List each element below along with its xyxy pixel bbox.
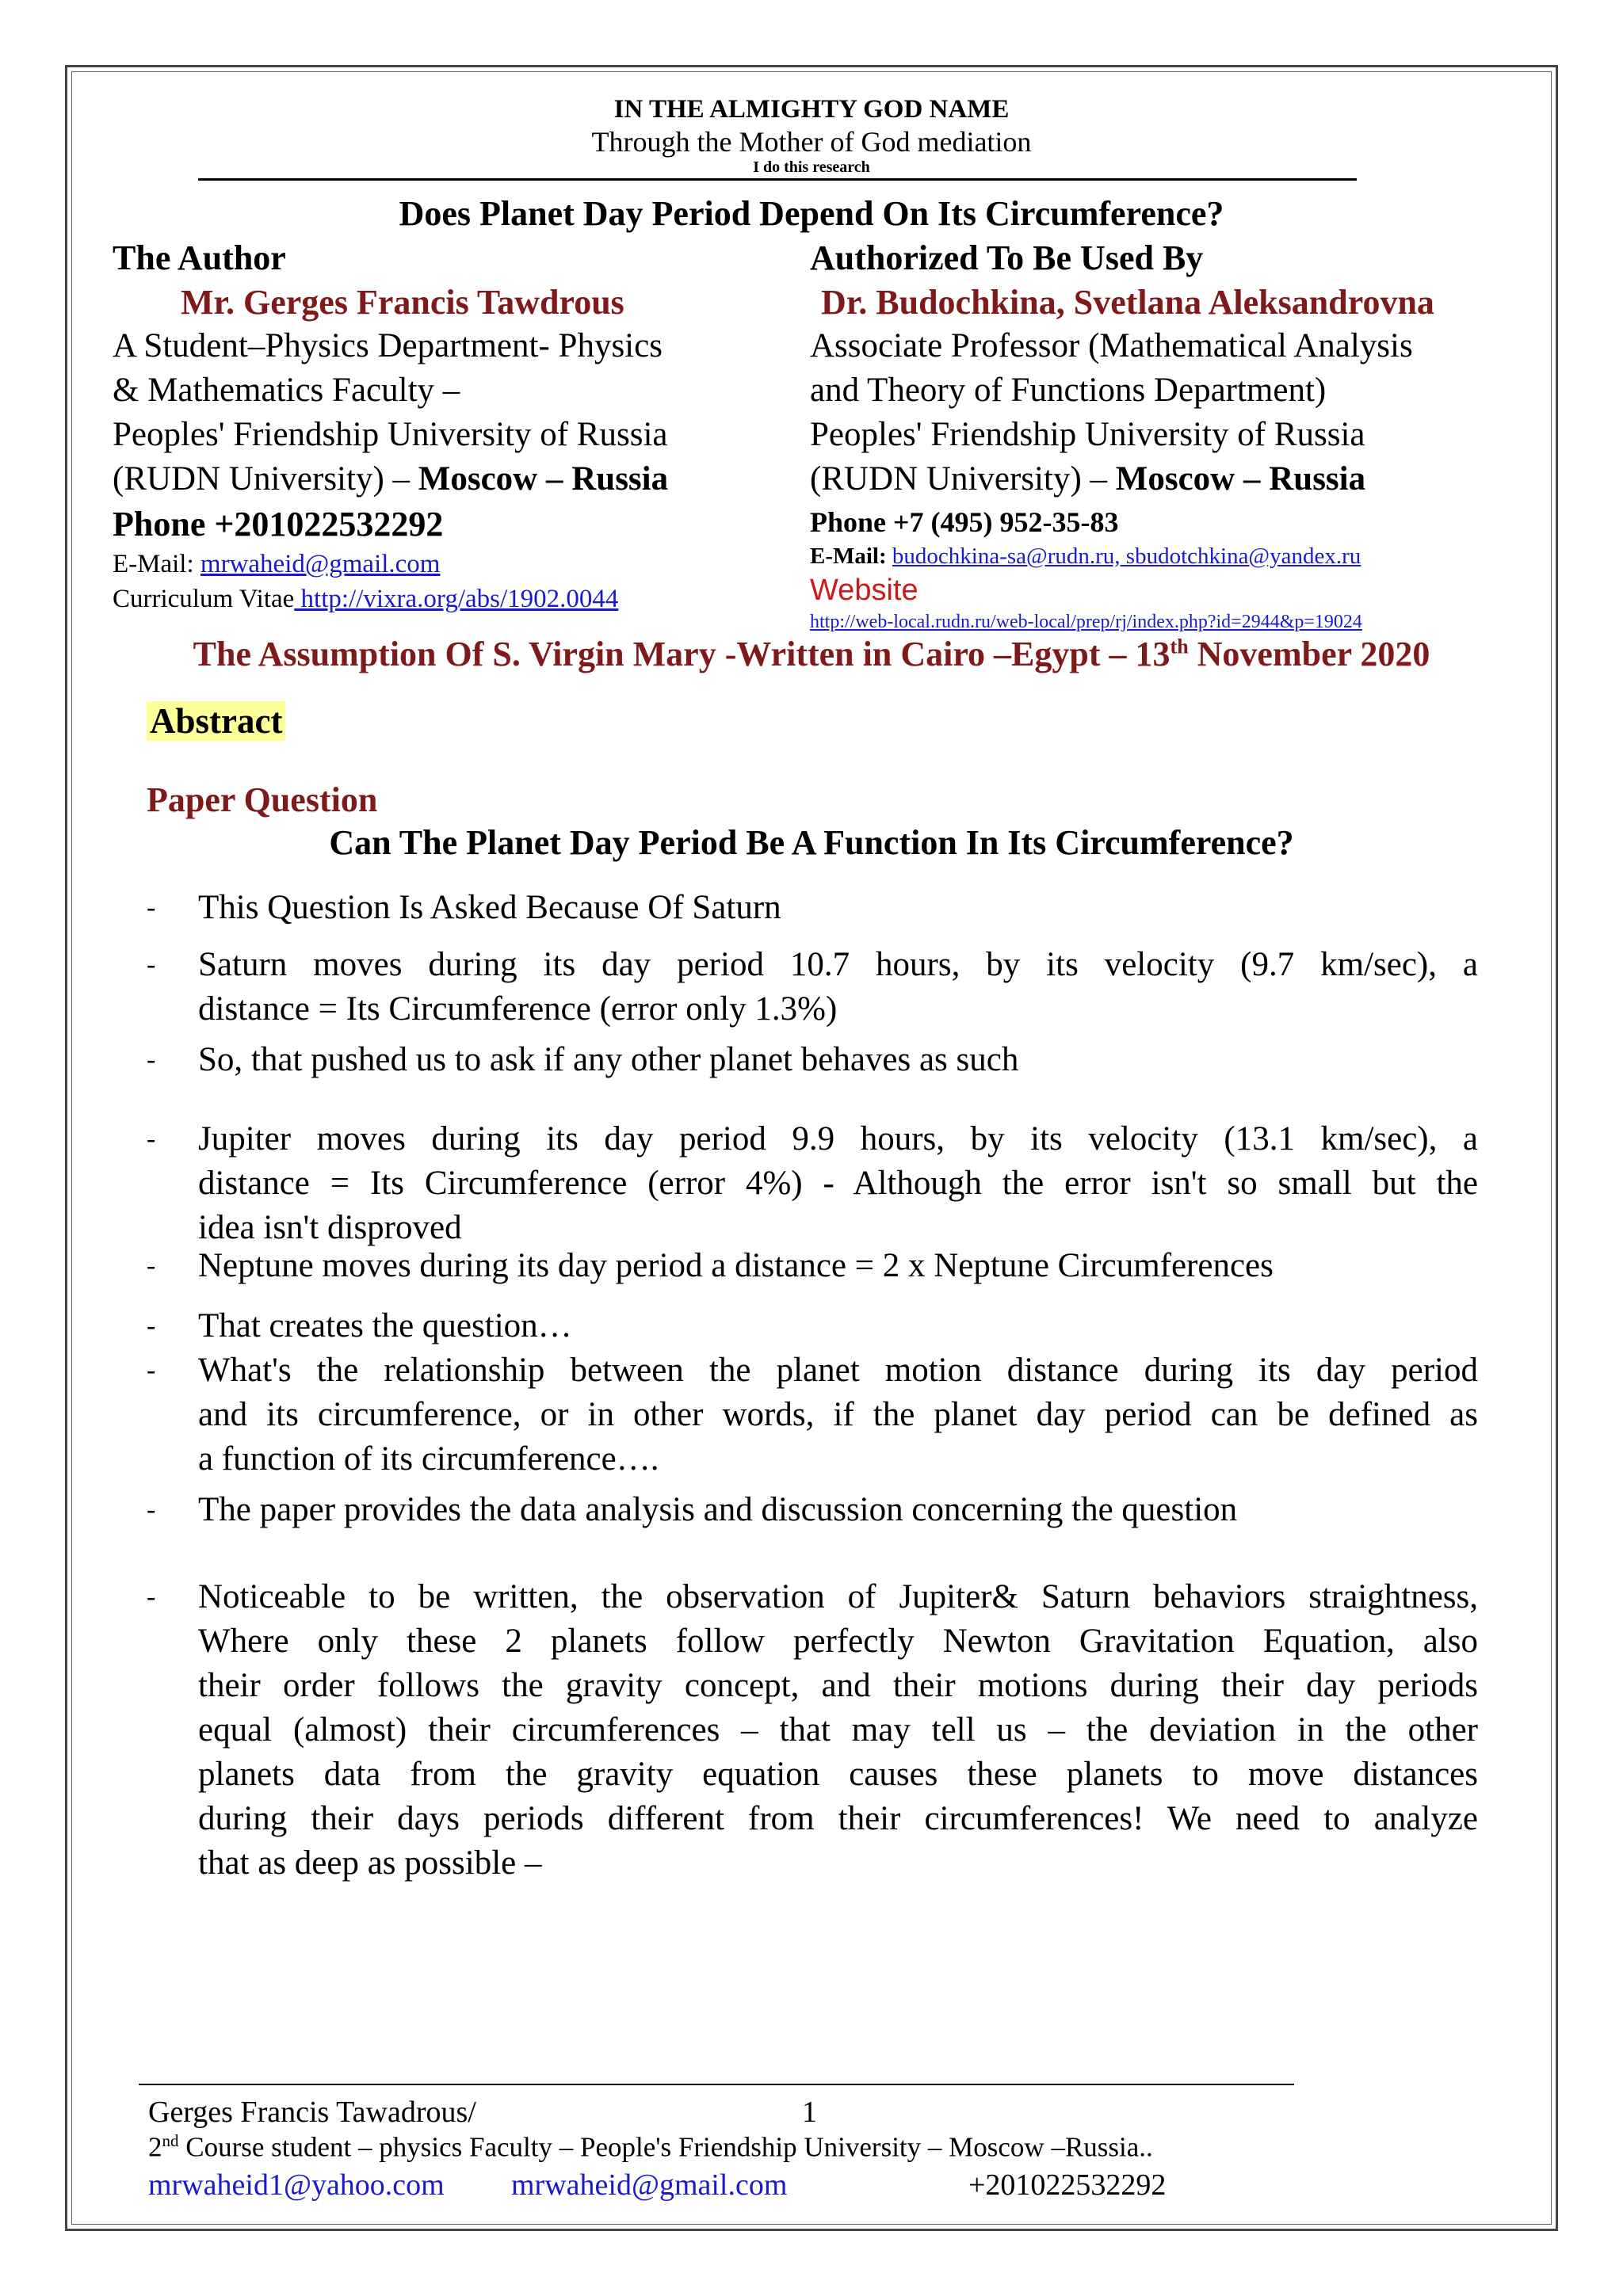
bullet-line: Jupiter moves during its day period 9.9 hours, by its velocity (13.1 km/sec), a bbox=[198, 1120, 1478, 1158]
footer-page-number: 1 bbox=[802, 2096, 817, 2129]
bullet-line: Saturn moves during its day period 10.7 hours, by its velocity (9.7 km/sec), a bbox=[198, 946, 1478, 983]
bullet-dash: - bbox=[147, 1495, 156, 1524]
authorized-website-label: Website bbox=[810, 574, 918, 607]
authorized-affiliation-2: and Theory of Functions Department) bbox=[810, 372, 1327, 409]
authorized-affiliation-1: Associate Professor (Mathematical Analysis bbox=[810, 327, 1413, 364]
bullet-line: that as deep as possible – bbox=[198, 1844, 542, 1882]
author-heading: The Author bbox=[113, 238, 286, 277]
bullet-text bbox=[198, 1575, 1478, 1886]
authorized-name: Dr. Budochkina, Svetlana Aleksandrovna bbox=[821, 283, 1434, 322]
bullet-text bbox=[198, 1038, 1478, 1082]
paper-title: Does Planet Day Period Depend On Its Circumference? bbox=[399, 194, 1224, 233]
footer-author: Gerges Francis Tawadrous/ bbox=[148, 2096, 476, 2129]
authorized-affiliation-3: Peoples' Friendship University of Russia bbox=[810, 416, 1365, 453]
bullet-line: This Question Is Asked Because Of Saturn bbox=[198, 889, 781, 926]
paper-question-text: Can The Planet Day Period Be A Function In Its Circumference? bbox=[329, 823, 1294, 862]
bullet-dash: - bbox=[147, 1582, 156, 1611]
bullet-line: during their days periods different from their circumferences! We need to analyze bbox=[198, 1800, 1478, 1837]
author-cv-label: Curriculum Vitae bbox=[113, 585, 295, 613]
authorized-phone: Phone +7 (495) 952-35-83 bbox=[810, 506, 1119, 538]
author-email-label: E-Mail: bbox=[113, 550, 200, 578]
authorized-heading: Authorized To Be Used By bbox=[810, 238, 1204, 277]
header-rule bbox=[198, 178, 1357, 181]
bullet-dash: - bbox=[147, 893, 156, 922]
bullet-line: Neptune moves during its day period a distance = 2 x Neptune Circumferences bbox=[198, 1247, 1274, 1284]
authorized-email-row bbox=[810, 543, 1361, 570]
author-affiliation-1: A Student–Physics Department- Physics bbox=[113, 327, 663, 364]
bullet-text bbox=[198, 1488, 1478, 1532]
bullet-line: a function of its circumference…. bbox=[198, 1440, 659, 1478]
header-research-note: I do this research bbox=[753, 158, 870, 176]
bullet-line: equal (almost) their circumferences – that may tell us – the deviation in the other bbox=[198, 1711, 1478, 1749]
authorized-email-label: E-Mail: bbox=[810, 543, 892, 569]
bullet-line: distance = Its Circumference (error only 1.3%) bbox=[198, 990, 838, 1028]
author-affiliation-4 bbox=[113, 460, 668, 498]
author-university: (RUDN University) – bbox=[113, 460, 418, 498]
abstract-heading bbox=[147, 700, 285, 742]
bullet-text bbox=[198, 886, 1478, 930]
authorized-affiliation-4 bbox=[810, 460, 1365, 498]
bullet-line: Where only these 2 planets follow perfectly Newton Gravitation Equation, also bbox=[198, 1623, 1478, 1660]
bullet-text bbox=[198, 943, 1478, 1032]
bullet-dash: - bbox=[147, 950, 156, 979]
authorized-website-link[interactable]: http://web-local.rudn.ru/web-local/prep/rj/index.php?id=2944&p=19024 bbox=[810, 612, 1362, 632]
bullet-text bbox=[198, 1348, 1478, 1482]
footer-course-superscript: nd bbox=[162, 2131, 179, 2150]
author-name: Mr. Gerges Francis Tawdrous bbox=[181, 283, 624, 322]
authorized-university: (RUDN University) – bbox=[810, 460, 1116, 498]
author-email-link[interactable]: mrwaheid@gmail.com bbox=[200, 550, 441, 578]
footer-email-gmail[interactable]: mrwaheid@gmail.com bbox=[511, 2168, 788, 2202]
bullet-line: The paper provides the data analysis and discussion concerning the question bbox=[198, 1491, 1238, 1528]
bullet-line: planets data from the gravity equation causes these planets to move distances bbox=[198, 1756, 1478, 1793]
dateline bbox=[0, 634, 1623, 674]
bullet-dash: - bbox=[147, 1311, 156, 1341]
dateline-text: The Assumption Of S. Virgin Mary -Written in Cairo –Egypt – 13 bbox=[193, 635, 1170, 673]
header-invocation: IN THE ALMIGHTY GOD NAME bbox=[613, 95, 1010, 124]
footer-course-number: 2 bbox=[148, 2131, 162, 2163]
author-email-row bbox=[113, 550, 440, 579]
author-cv-link[interactable]: http://vixra.org/abs/1902.0044 bbox=[294, 585, 619, 613]
footer-email-yahoo[interactable]: mrwaheid1@yahoo.com bbox=[148, 2168, 445, 2202]
author-city: Moscow – Russia bbox=[418, 460, 669, 498]
bullet-text bbox=[198, 1304, 1478, 1348]
bullet-dash: - bbox=[147, 1045, 156, 1074]
bullet-line: and its circumference, or in other words, if the planet day period can be defined as bbox=[198, 1396, 1478, 1433]
bullet-line: their order follows the gravity concept, and their motions during their day periods bbox=[198, 1667, 1478, 1704]
bullet-line: Noticeable to be written, the observation of Jupiter& Saturn behaviors straightness, bbox=[198, 1578, 1478, 1615]
footer-phone: +201022532292 bbox=[968, 2168, 1167, 2202]
authorized-email-link[interactable]: budochkina-sa@rudn.ru, sbudotchkina@yandex.ru bbox=[892, 543, 1361, 569]
dateline-month-year: November 2020 bbox=[1188, 635, 1430, 673]
author-cv-row bbox=[113, 585, 618, 614]
authorized-city: Moscow – Russia bbox=[1115, 460, 1366, 498]
bullet-text bbox=[198, 1117, 1478, 1250]
author-affiliation-3: Peoples' Friendship University of Russia bbox=[113, 416, 668, 453]
author-affiliation-2: & Mathematics Faculty – bbox=[113, 372, 460, 409]
author-phone: Phone +201022532292 bbox=[113, 505, 444, 543]
bullet-line: That creates the question… bbox=[198, 1307, 572, 1344]
footer-course-line bbox=[148, 2131, 1153, 2164]
bullet-dash: - bbox=[147, 1251, 156, 1280]
dateline-superscript: th bbox=[1170, 635, 1189, 658]
bullet-dash: - bbox=[147, 1356, 156, 1385]
abstract-heading-text: Abstract bbox=[147, 701, 285, 741]
bullet-text bbox=[198, 1244, 1478, 1288]
footer-rule bbox=[139, 2084, 1294, 2085]
bullet-dash: - bbox=[147, 1124, 156, 1154]
header-mediation: Through the Mother of God mediation bbox=[591, 126, 1032, 158]
bullet-line: idea isn't disproved bbox=[198, 1209, 462, 1246]
bullet-line: distance = Its Circumference (error 4%) - Although the error isn't so small but the bbox=[198, 1165, 1478, 1202]
bullet-line: What's the relationship between the planet motion distance during its day period bbox=[198, 1352, 1478, 1389]
footer-course-text: Course student – physics Faculty – People's Friendship University – Moscow –Russia.. bbox=[178, 2131, 1153, 2163]
paper-question-heading: Paper Question bbox=[147, 780, 378, 819]
bullet-line: So, that pushed us to ask if any other planet behaves as such bbox=[198, 1041, 1019, 1078]
